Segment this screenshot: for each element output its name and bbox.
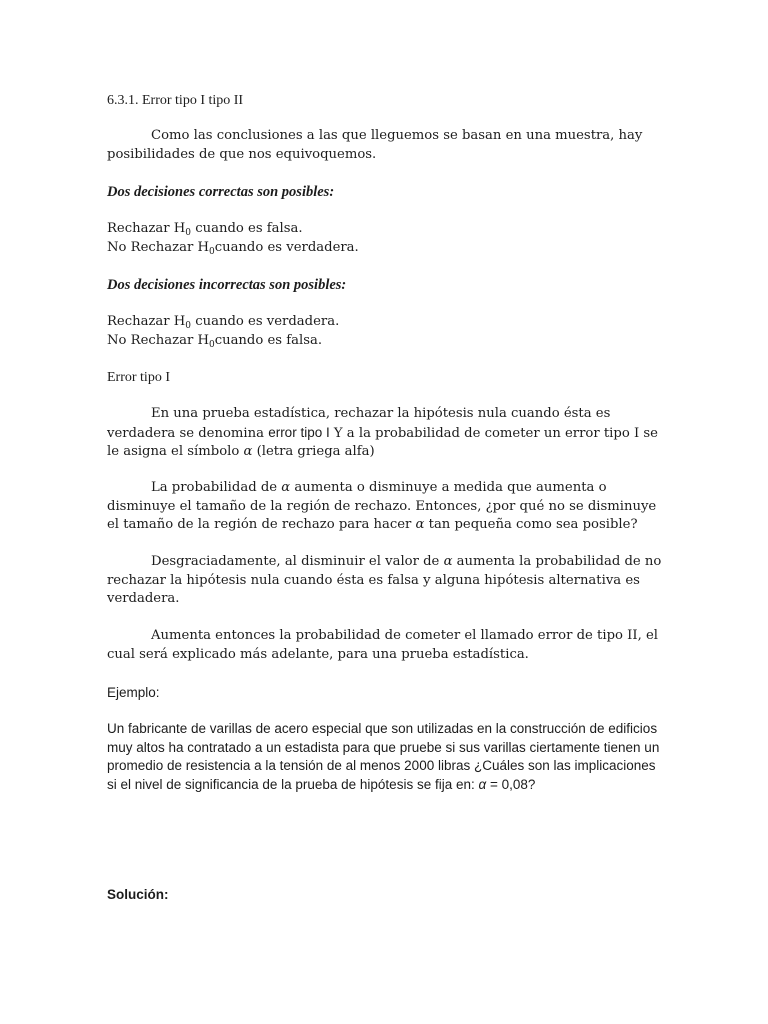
incorrect-decisions-list [107, 313, 667, 350]
correct-decision-1: Rechazar $H_0$ cuando es falsa. [107, 221, 303, 238]
intro-paragraph: Como las conclusiones a las que lleguemos se basan en una muestra, hay posibilidades de que nos equivoquemos. [107, 128, 643, 162]
type1-definition-paragraph: En una prueba estadística, rechazar la hipótesis nula cuando ésta es verdadera se denomina error tipo I Y a la probabilidad de cometer un error tipo I se le asigna el símbolo α (letra griega alfa) [107, 406, 658, 460]
unfortunately-paragraph: Desgraciadamente, al disminuir el valor de α aumenta la probabilidad de no rechazar la hipótesis nula cuando ésta es falsa y alguna hipótesis alternativa es verdadera. [107, 554, 662, 607]
incorrect-decision-2: No Rechazar $H_0cuando$ es falsa. [107, 332, 323, 350]
correct-decisions-list [107, 220, 667, 257]
section-title: 6.3.1. Error tipo I tipo II [107, 93, 244, 108]
example-heading: Ejemplo: [107, 685, 160, 700]
incorrect-decision-1: Rechazar $H_0$ cuando es verdadera. [107, 314, 340, 331]
incorrect-decisions-heading: Dos decisiones incorrectas son posibles: [107, 277, 347, 293]
type2-paragraph: Aumenta entonces la probabilidad de cometer el llamado error de tipo II, el cual será explicado más adelante, para una prueba estadística. [107, 628, 658, 662]
correct-decision-2: No Rechazar $H_0cuando$ es verdadera. [107, 239, 359, 257]
alpha-probability-paragraph: La probabilidad de α aumenta o disminuye a medida que aumenta o disminuye el tamaño de la región de rechazo. Entonces, ¿por qué no se disminuye el tamaño de la región de rechazo para hacer α tan pequeña como sea posible? [107, 480, 657, 533]
solution-heading: Solución: [107, 887, 169, 902]
example-paragraph: Un fabricante de varillas de acero especial que son utilizadas en la construcción de edificios muy altos ha contratado a un estadista para que pruebe si sus varillas ciertamente tienen un promedio de resistencia a la tensión de al menos 2000 libras ¿Cuáles son las implicaciones si el nivel de significancia de la prueba de hipótesis se fija en: α = 0,08? [107, 721, 660, 792]
correct-decisions-heading: Dos decisiones correctas son posibles: [107, 184, 335, 200]
type1-heading: Error tipo I [107, 370, 170, 385]
